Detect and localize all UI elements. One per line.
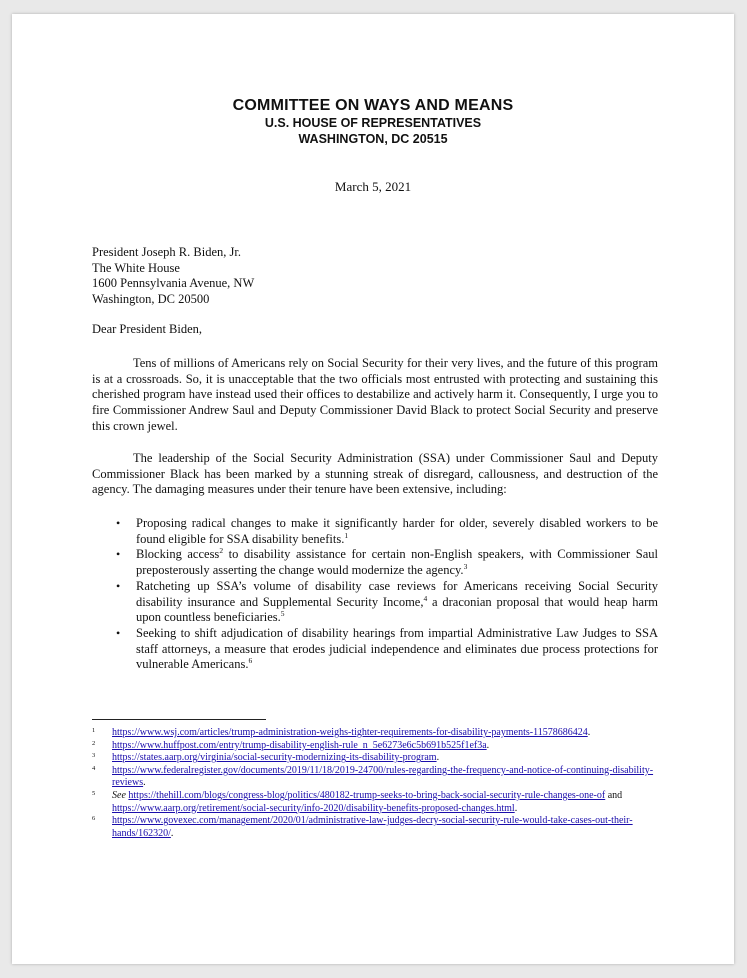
paragraph-1: Tens of millions of Americans rely on Social Security for their very lives, and the future of this program is at a crossroads. So, it is unacceptable that the two officials most entrusted with protecting and sustaining this cherished program have instead used their offices to destabilize and actively harm it. Consequently, I urge you to fire Commissioner Andrew Saul and Deputy Commissioner David Black to protect Social Security and preserve this crown jewel. — [92, 356, 658, 433]
footnote-link[interactable]: https://thehill.com/blogs/congress-blog/politics/480182-trump-seeks-to-bring-back-social-security-rule-changes-one-of — [128, 789, 606, 801]
footnote-link[interactable]: https://www.huffpost.com/entry/trump-disability-english-rule_n_5e6273e6c5b691b525f1ef3a — [112, 739, 487, 751]
bullet-text: to disability assistance for certain non-English speakers, with Commissioner Saul preposterously asserting the change would modernize the agency. — [136, 547, 658, 578]
bullet-text: Blocking access — [136, 547, 220, 562]
footnote-punct: . — [436, 752, 440, 764]
bullet-icon: • — [116, 578, 121, 593]
footnote-5 — [92, 790, 662, 815]
footnote-ref[interactable]: 3 — [463, 561, 468, 571]
footnote-number: 6 — [92, 815, 96, 823]
footnote-ref[interactable]: 5 — [280, 609, 285, 619]
footnote-number: 2 — [92, 739, 96, 747]
footnote-ref[interactable]: 1 — [344, 530, 349, 540]
salutation: Dear President Biden, — [92, 322, 203, 336]
bullet-icon: • — [116, 547, 121, 562]
city-line: WASHINGTON, DC 20515 — [298, 132, 448, 146]
footnote-2 — [92, 740, 662, 753]
address-line-2: The White House — [92, 260, 180, 275]
footnote-number: 5 — [92, 789, 96, 797]
footnote-number: 1 — [92, 727, 96, 734]
bullet-text: a draconian proposal that would heap harm upon countless beneficiaries. — [136, 594, 658, 625]
footnotes — [92, 727, 662, 840]
footnote-and: and — [605, 789, 623, 801]
measures-list — [92, 516, 658, 673]
footnote-link[interactable]: https://www.govexec.com/management/2020/01/administrative-law-judges-decry-social-security-rule-would-take-cases-out-their-hands/162320/ — [112, 815, 633, 839]
footnote-4 — [92, 765, 662, 790]
footnote-1 — [92, 727, 662, 740]
address-line-1: President Joseph R. Biden, Jr. — [92, 245, 241, 259]
committee-name: COMMITTEE ON WAYS AND MEANS — [232, 97, 514, 114]
paragraph-2: The leadership of the Social Security Administration (SSA) under Commissioner Saul and Deputy Commissioner Black has been marked by a stunning streak of disregard, callousness, and destruction of the agency. The damaging measures under their tenure have been extensive, including: — [92, 451, 658, 497]
letterhead — [12, 96, 734, 147]
footnote-6 — [92, 815, 662, 840]
footnote-punct: . — [486, 739, 490, 751]
house-name: U.S. HOUSE OF REPRESENTATIVES — [264, 116, 482, 130]
footnote-link[interactable]: https://www.aarp.org/retirement/social-security/info-2020/disability-benefits-proposed-changes.html — [112, 802, 515, 814]
footnote-ref[interactable]: 2 — [219, 546, 224, 556]
footnote-punct: . — [514, 802, 518, 814]
footnote-link[interactable]: https://states.aarp.org/virginia/social-security-modernizing-its-disability-program — [112, 752, 437, 764]
footnote-number: 4 — [92, 764, 96, 772]
footnote-ref[interactable]: 6 — [248, 656, 253, 666]
list-item — [92, 579, 658, 626]
bullet-text: Ratcheting up SSA’s volume of disability case reviews for Americans receiving Social Security disability insurance and Supplemental Security Income, — [136, 578, 658, 609]
footnote-link[interactable]: https://www.wsj.com/articles/trump-administration-weighs-tighter-requirements-for-disability-payments-11578686424 — [112, 727, 588, 738]
bullet-icon: • — [116, 625, 121, 640]
letter-page — [12, 14, 734, 964]
address-line-4: Washington, DC 20500 — [92, 292, 210, 307]
footnote-3 — [92, 752, 662, 765]
bullet-text: Proposing radical changes to make it significantly harder for older, severely disabled workers to be found eligible for SSA disability benefits. — [136, 516, 658, 546]
bullet-icon: • — [116, 516, 121, 530]
footnote-divider — [92, 719, 266, 720]
footnote-punct: . — [170, 827, 174, 839]
footnote-link[interactable]: https://www.federalregister.gov/documents/2019/11/18/2019-24700/rules-regarding-the-frequency-and-notice-of-continuing-disability-reviews — [112, 764, 654, 789]
address-line-3: 1600 Pennsylvania Avenue, NW — [92, 276, 255, 291]
footnote-punct: . — [587, 727, 591, 738]
list-item — [92, 626, 658, 673]
recipient-address — [92, 245, 254, 308]
list-item — [92, 516, 658, 547]
letter-date: March 5, 2021 — [334, 179, 412, 194]
bullet-text: Seeking to shift adjudication of disability hearings from impartial Administrative Law Judges to SSA staff attorneys, a measure that erodes judicial independence and eliminates due process protections for vulnerable Americans. — [136, 625, 658, 672]
list-item — [92, 547, 658, 578]
footnote-see: See — [112, 789, 126, 801]
footnote-ref[interactable]: 4 — [423, 593, 428, 603]
footnote-number: 3 — [92, 752, 96, 760]
footnote-punct: . — [143, 777, 146, 789]
